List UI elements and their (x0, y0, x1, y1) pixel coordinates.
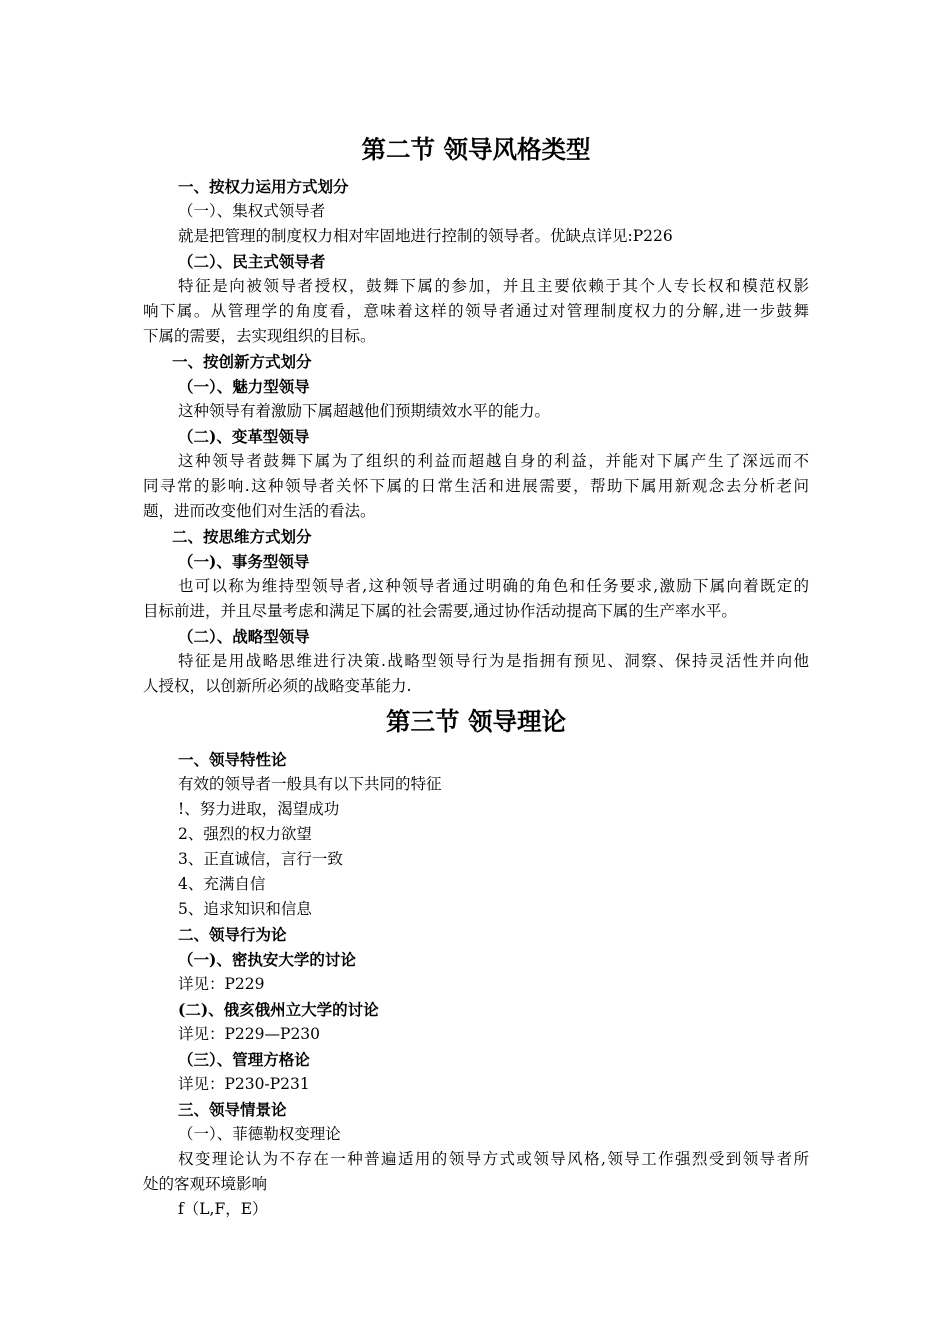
formula: f（L,F，E） (178, 1200, 268, 1218)
subheading-democratic-leader: （二）、民主式领导者 (178, 252, 326, 271)
subheading-managerial-grid: （三）、管理方格论 (178, 1050, 310, 1069)
paragraph-fiedler-line-2: 处的客观环境影响 (143, 1175, 268, 1193)
paragraph-trait-intro: 有效的领导者一般具有以下共同的特征 (178, 775, 442, 793)
paragraph-transactional-line-1: 也可以称为维持型领导者,这种领导者通过明确的角色和任务要求,激励下属向着既定的 (178, 577, 809, 595)
paragraph-transformational-line-1: 这种领导者鼓舞下属为了组织的利益而超越自身的利益，并能对下属产生了深远而不 (178, 452, 809, 470)
heading-thinking: 二、按思维方式划分 (172, 527, 312, 546)
paragraph-strategic-line-2: 人授权，以创新所必须的战略变革能力. (143, 677, 412, 695)
paragraph-fiedler-line-1: 权变理论认为不存在一种普遍适用的领导方式或领导风格,领导工作强烈受到领导者所 (178, 1150, 809, 1168)
paragraph-transformational-line-2: 同寻常的影响.这种领导者关怀下属的日常生活和进展需要，帮助下属用新观念去分析老问 (143, 477, 809, 495)
paragraph-strategic-line-1: 特征是用战略思维进行决策.战略型领导行为是指拥有预见、洞察、保持灵活性并向他 (178, 652, 809, 670)
list-item: 4、充满自信 (178, 875, 266, 893)
subheading-transactional: （一)、事务型领导 (178, 552, 310, 571)
subheading-strategic: （二）、战略型领导 (178, 627, 310, 646)
paragraph-democratic-line-2: 响下属。从管理学的角度看，意味着这样的领导者通过对管理制度权力的分解,进一步鼓舞 (143, 302, 809, 320)
subheading-fiedler: （一）、菲德勒权变理论 (178, 1125, 341, 1143)
heading-power-usage: 一、按权力运用方式划分 (178, 177, 349, 196)
paragraph-democratic-line-1: 特征是向被领导者授权，鼓舞下属的参加，并且主要依赖于其个人专长权和模范权影 (178, 277, 809, 295)
reference-ohio: 详见：P229—P230 (178, 1025, 321, 1043)
list-item: 2、强烈的权力欲望 (178, 825, 312, 843)
heading-behavior-theory: 二、领导行为论 (178, 925, 287, 944)
list-item: 5、追求知识和信息 (178, 900, 312, 918)
reference-michigan: 详见：P229 (178, 975, 265, 993)
paragraph-charismatic: 这种领导有着激励下属超越他们预期绩效水平的能力。 (178, 402, 551, 420)
section-2-title: 第二节 领导风格类型 (361, 135, 591, 164)
subheading-transformational: （二)、变革型领导 (178, 427, 310, 446)
list-item: !、努力进取，渴望成功 (178, 800, 340, 818)
section-3-title: 第三节 领导理论 (385, 707, 567, 736)
subheading-ohio-study: (二)、俄亥俄州立大学的讨论 (178, 1000, 379, 1019)
heading-trait-theory: 一、领导特性论 (178, 750, 287, 769)
reference-managerial-grid: 详见：P230-P231 (178, 1075, 310, 1093)
paragraph-transactional-line-2: 目标前进，并且尽量考虑和满足下属的社会需要,通过协作活动提高下属的生产率水平。 (143, 602, 737, 620)
paragraph-transformational-line-3: 题，进而改变他们对生活的看法。 (143, 502, 376, 520)
paragraph-democratic-line-3: 下属的需要，去实现组织的目标。 (143, 327, 376, 345)
subheading-autocratic-leader: （一）、集权式领导者 (178, 202, 326, 220)
list-item: 3、正直诚信，言行一致 (178, 850, 343, 868)
heading-innovation: 一、按创新方式划分 (172, 352, 312, 371)
subheading-michigan-study: （一)、密执安大学的讨论 (178, 950, 356, 969)
paragraph-autocratic: 就是把管理的制度权力相对牢固地进行控制的领导者。优缺点详见:P226 (178, 227, 673, 245)
heading-situational-theory: 三、领导情景论 (178, 1100, 287, 1119)
subheading-charismatic: （一）、魅力型领导 (178, 377, 310, 396)
